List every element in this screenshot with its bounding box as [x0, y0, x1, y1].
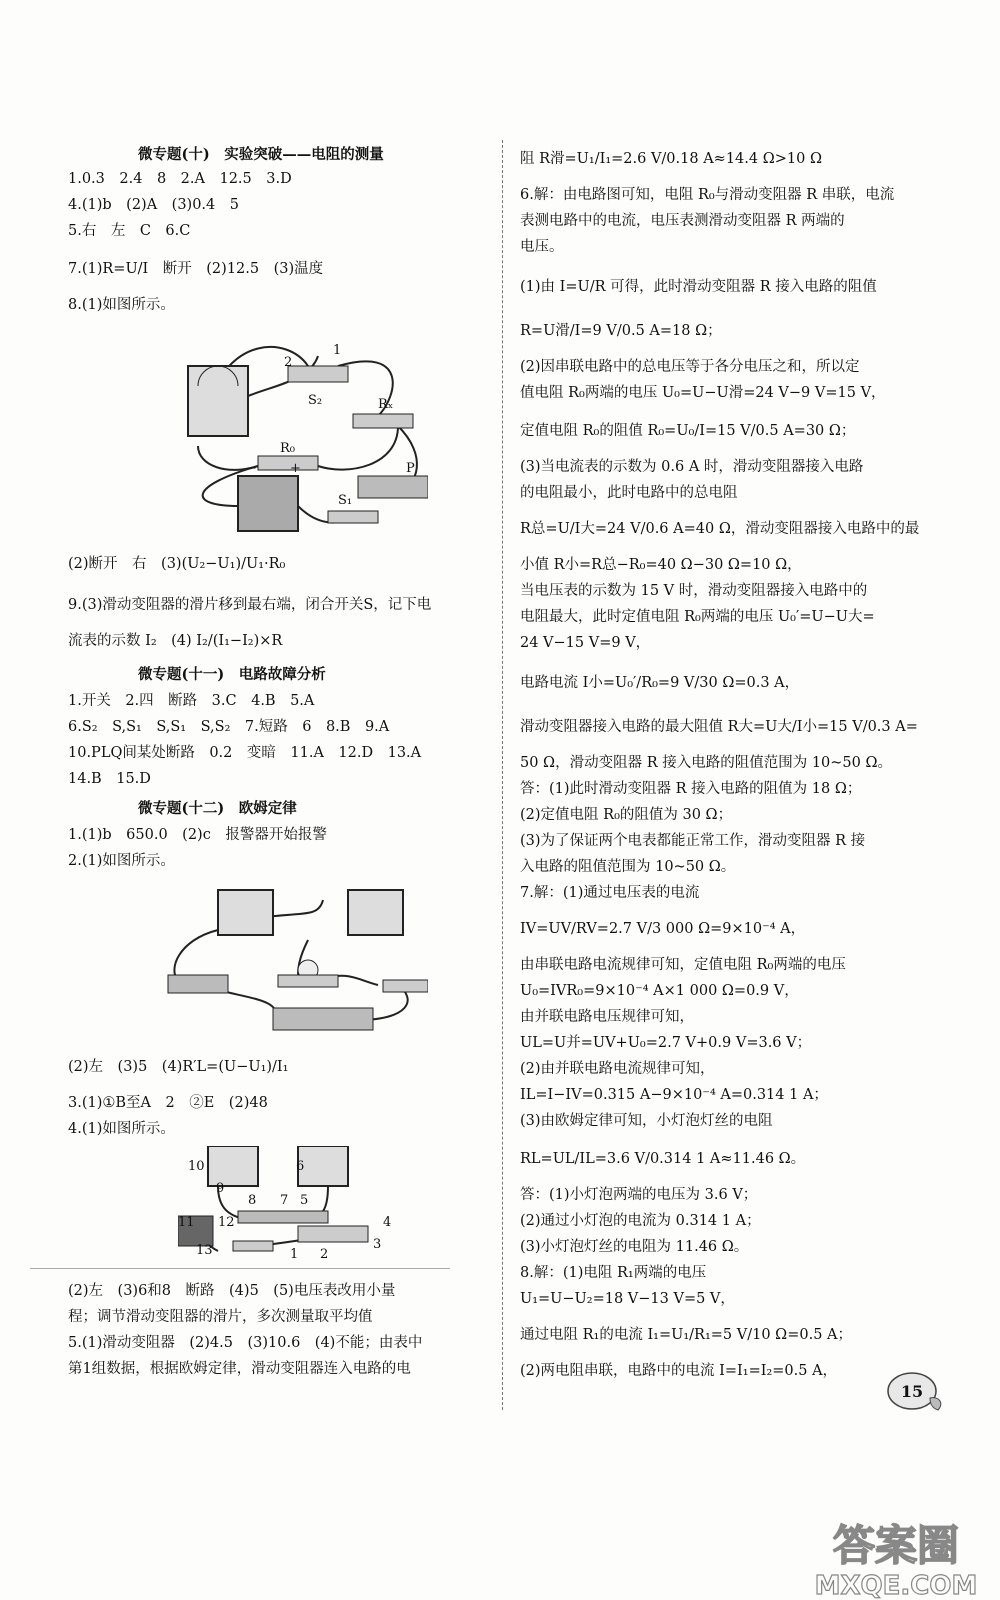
solution-line: (2)两电阻串联，电路中的电流 I=I₁=I₂=0.5 A， [520, 1363, 838, 1379]
page-number-badge [882, 1368, 946, 1414]
terminal-label: 1 [333, 343, 342, 358]
solution-line: U₁=U−U₂=18 V−13 V=5 V， [520, 1291, 735, 1307]
solution-line: 定值电阻 R₀的阻值 R₀=U₀/I=15 V/0.5 A=30 Ω； [520, 423, 856, 439]
answer-line: 1.0.3 2.4 8 2.A 12.5 3.D [68, 171, 292, 187]
solution-line: 答：(1)此时滑动变阻器 R 接入电路的阻值为 18 Ω； [520, 781, 862, 797]
solution-line: 50 Ω，滑动变阻器 R 接入电路的阻值范围为 10~50 Ω。 [520, 755, 893, 771]
resistor-label: Rₓ [378, 397, 394, 412]
column-divider [502, 140, 503, 1410]
answer-line: 2.(1)如图所示。 [68, 853, 175, 869]
answer-line: 4.(1)b (2)A (3)0.4 5 [68, 197, 239, 213]
section-title-12: 微专题(十二) 欧姆定律 [138, 800, 297, 817]
solution-line: (3)当电流表的示数为 0.6 A 时，滑动变阻器接入电路 [520, 459, 864, 475]
answer-line: 3.(1)①B至A 2 ②E (2)48 [68, 1095, 268, 1111]
solution-line: 小值 R小=R总−R₀=40 Ω−30 Ω=10 Ω， [520, 557, 802, 573]
circuit-figure-1 [168, 326, 428, 536]
solution-line: (2)因串联电路中的总电压等于各分电压之和，所以定 [520, 359, 860, 375]
solution-line: 的电阻最小，此时电路中的总电阻 [520, 485, 738, 501]
terminal-label: 11 [178, 1215, 195, 1230]
answer-line: 10.PLQ间某处断路 0.2 变暗 11.A 12.D 13.A [68, 745, 422, 761]
answer-line: 5.右 左 C 6.C [68, 223, 191, 239]
terminal-label: 7 [280, 1193, 289, 1208]
resistor-label: R₀ [280, 441, 295, 456]
solution-line: 答：(1)小灯泡两端的电压为 3.6 V； [520, 1187, 758, 1203]
answer-line: (2)左 (3)5 (4)R′L=(U−U₁)/I₁ [68, 1059, 289, 1075]
watermark-main: 答案圈 [832, 1521, 960, 1570]
answer-line: 6.S₂ S,S₁ S,S₁ S,S₂ 7.短路 6 8.B 9.A [68, 719, 390, 735]
solution-line: (2)由并联电路电流规律可知， [520, 1061, 715, 1077]
solution-line: 当电压表的示数为 15 V 时，滑动变阻器接入电路中的 [520, 583, 868, 599]
terminal-label: 5 [300, 1193, 309, 1208]
answer-line: (2)左 (3)6和8 断路 (4)5 (5)电压表改用小量 [68, 1283, 396, 1299]
battery-terminal-label: + [290, 461, 301, 476]
solution-line: 表测电路中的电流，电压表测滑动变阻器 R 两端的 [520, 213, 845, 229]
terminal-label: 12 [218, 1215, 235, 1230]
answer-line: 流表的示数 I₂ (4) I₂/(I₁−I₂)×R [68, 633, 283, 649]
solution-line: (3)由欧姆定律可知，小灯泡灯丝的电阻 [520, 1113, 773, 1129]
answer-line: 1.开关 2.四 断路 3.C 4.B 5.A [68, 693, 315, 709]
solution-line: 24 V−15 V=9 V， [520, 635, 651, 651]
answer-line: 14.B 15.D [68, 771, 151, 787]
switch-label: S₁ [338, 493, 353, 508]
answer-line: 4.(1)如图所示。 [68, 1121, 175, 1137]
circuit-figure-3 [178, 1146, 408, 1266]
terminal-label: 9 [216, 1181, 225, 1196]
terminal-label: 6 [296, 1159, 305, 1174]
solution-line: 值电阻 R₀两端的电压 U₀=U−U滑=24 V−9 V=15 V， [520, 385, 886, 401]
answer-line: 程；调节滑动变阻器的滑片，多次测量取平均值 [68, 1309, 373, 1325]
solution-line: 8.解：(1)电阻 R₁两端的电压 [520, 1265, 707, 1281]
switch-label: S₂ [308, 393, 323, 408]
section-title-10: 微专题(十) 实验突破——电阻的测量 [138, 146, 384, 163]
solution-line: U₀=IVR₀=9×10⁻⁴ A×1 000 Ω=0.9 V， [520, 983, 799, 999]
watermark-url: MXQE.COM [814, 1571, 978, 1600]
watermark-logo [796, 1512, 996, 1600]
solution-line: (3)为了保证两个电表都能正常工作，滑动变阻器 R 接 [520, 833, 866, 849]
answer-line: 1.(1)b 650.0 (2)c 报警器开始报警 [68, 827, 327, 843]
answer-line: 7.(1)R=U/I 断开 (2)12.5 (3)温度 [68, 261, 324, 277]
terminal-label: 1 [290, 1247, 299, 1262]
terminal-label: 2 [320, 1247, 329, 1262]
terminal-label: 10 [188, 1159, 205, 1174]
answer-line: 第1组数据，根据欧姆定律，滑动变阻器连入电路的电 [68, 1361, 411, 1377]
horizontal-rule [30, 1268, 450, 1269]
solution-line: 阻 R滑=U₁/I₁=2.6 V/0.18 A≈14.4 Ω>10 Ω [520, 151, 822, 167]
slider-label: P [406, 461, 415, 476]
answer-line: (2)断开 右 (3)(U₂−U₁)/U₁·R₀ [68, 556, 286, 572]
solution-line: 6.解：由电路图可知，电阻 R₀与滑动变阻器 R 串联，电流 [520, 187, 895, 203]
solution-line: 电压。 [520, 239, 564, 255]
answer-line: 8.(1)如图所示。 [68, 297, 175, 313]
terminal-label: 13 [196, 1243, 213, 1258]
terminal-label: 2 [284, 355, 293, 370]
solution-line: IL=I−IV=0.315 A−9×10⁻⁴ A=0.314 1 A； [520, 1087, 828, 1103]
solution-line: (3)小灯泡灯丝的电阻为 11.46 Ω。 [520, 1239, 749, 1255]
terminal-label: 4 [383, 1215, 392, 1230]
solution-line: R=U滑/I=9 V/0.5 A=18 Ω； [520, 323, 722, 339]
terminal-label: 3 [373, 1237, 382, 1252]
solution-line: (2)通过小灯泡的电流为 0.314 1 A； [520, 1213, 761, 1229]
circuit-figure-2 [158, 880, 428, 1040]
section-title-11: 微专题(十一) 电路故障分析 [138, 666, 326, 683]
page-number: 15 [900, 1382, 924, 1401]
solution-line: 7.解：(1)通过电压表的电流 [520, 885, 700, 901]
solution-line: 电路电流 I小=U₀′/R₀=9 V/30 Ω=0.3 A， [520, 675, 800, 691]
battery-terminal-label: − [246, 461, 257, 476]
solution-line: IV=UV/RV=2.7 V/3 000 Ω=9×10⁻⁴ A， [520, 921, 806, 937]
solution-line: RL=UL/IL=3.6 V/0.314 1 A≈11.46 Ω。 [520, 1151, 806, 1167]
terminal-label: 8 [248, 1193, 257, 1208]
solution-line: R总=U/I大=24 V/0.6 A=40 Ω，滑动变阻器接入电路中的最 [520, 521, 920, 537]
solution-line: UL=U并=UV+U₀=2.7 V+0.9 V=3.6 V； [520, 1035, 812, 1051]
solution-line: (1)由 I=U/R 可得，此时滑动变阻器 R 接入电路的阻值 [520, 279, 877, 295]
solution-line: 由串联电路电流规律可知，定值电阻 R₀两端的电压 [520, 957, 846, 973]
solution-line: 入电路的阻值范围为 10~50 Ω。 [520, 859, 736, 875]
solution-line: 电阻最大，此时定值电阻 R₀两端的电压 U₀′=U−U大= [520, 609, 875, 625]
solution-line: (2)定值电阻 R₀的阻值为 30 Ω； [520, 807, 733, 823]
solution-line: 滑动变阻器接入电路的最大阻值 R大=U大/I小=15 V/0.3 A= [520, 719, 918, 735]
answer-line: 5.(1)滑动变阻器 (2)4.5 (3)10.6 (4)不能；由表中 [68, 1335, 423, 1351]
answer-line: 9.(3)滑动变阻器的滑片移到最右端，闭合开关S，记下电 [68, 597, 432, 613]
solution-line: 通过电阻 R₁的电流 I₁=U₁/R₁=5 V/10 Ω=0.5 A； [520, 1327, 852, 1343]
solution-line: 由并联电路电压规律可知， [520, 1009, 694, 1025]
